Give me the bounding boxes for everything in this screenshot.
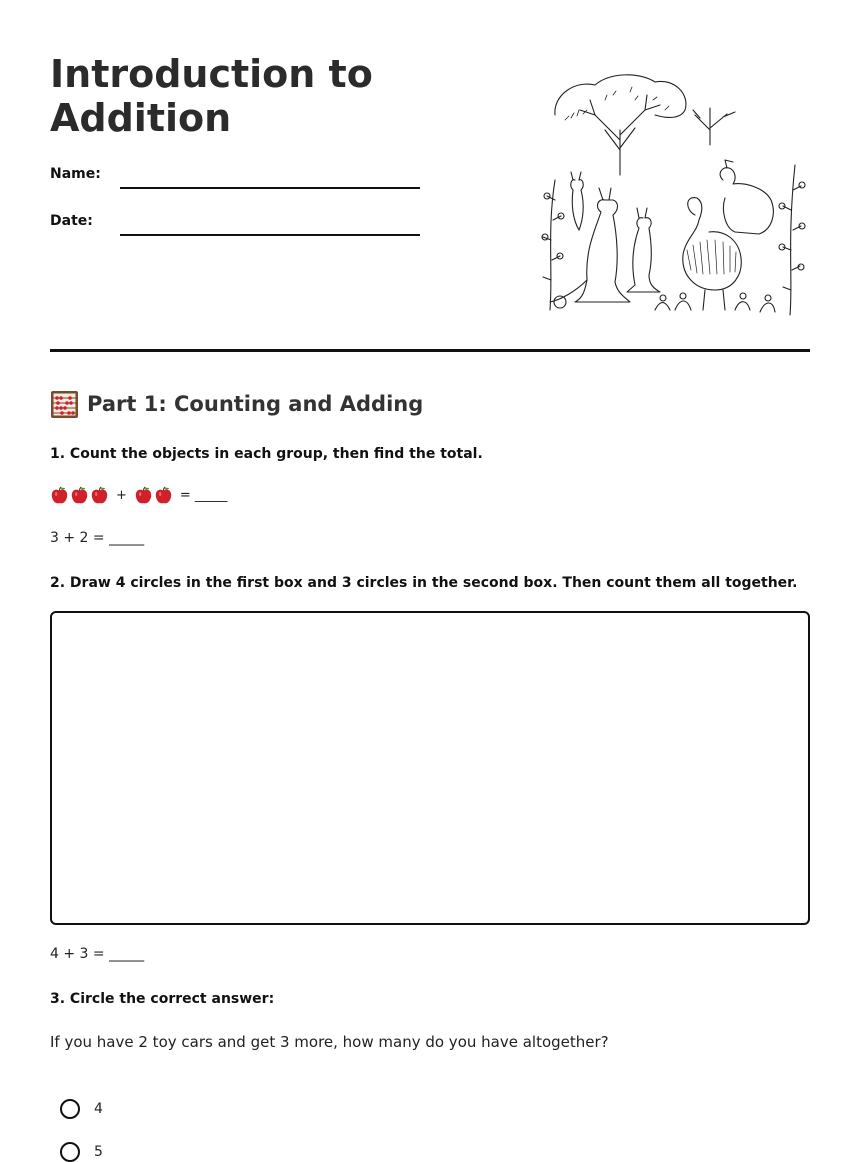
- answer-option[interactable]: [60, 1142, 103, 1162]
- red-apple-icon: [50, 486, 69, 505]
- date-field[interactable]: [120, 234, 420, 236]
- radio-button[interactable]: [60, 1099, 80, 1119]
- drawing-box[interactable]: [50, 611, 810, 925]
- equals-blank: = _____: [179, 488, 228, 503]
- red-apple-icon: [70, 486, 89, 505]
- page-title: Introduction to Addition: [50, 52, 373, 140]
- question-2-equation: 4 + 3 = _____: [50, 946, 145, 962]
- plus-sign: +: [116, 488, 127, 503]
- section-heading: [50, 388, 423, 420]
- question-3-text: If you have 2 toy cars and get 3 more, how many do you have altogether?: [50, 1033, 609, 1051]
- question-1-equation: 3 + 2 = _____: [50, 530, 145, 546]
- name-label: Name:: [50, 166, 101, 182]
- name-field[interactable]: [120, 187, 420, 189]
- question-3-title: 3. Circle the correct answer:: [50, 991, 275, 1007]
- question-2-title: 2. Draw 4 circles in the first box and 3 circles in the second box. Then count them all together.: [50, 575, 798, 591]
- red-apple-icon: [134, 486, 153, 505]
- abacus-icon: [50, 390, 79, 419]
- apple-group-a: [50, 486, 110, 505]
- radio-button[interactable]: [60, 1142, 80, 1162]
- section-heading-text: Part 1: Counting and Adding: [87, 392, 424, 416]
- question-1-title: 1. Count the objects in each group, then find the total.: [50, 446, 483, 462]
- answer-option[interactable]: [60, 1099, 103, 1119]
- red-apple-icon: [90, 486, 109, 505]
- header-divider: [50, 349, 810, 352]
- apple-group-b: [134, 486, 174, 505]
- apple-equation: [50, 486, 234, 505]
- answer-option-label: 5: [94, 1144, 103, 1160]
- australian-animals-illustration: [535, 70, 810, 320]
- red-apple-icon: [154, 486, 173, 505]
- answer-option-label: 4: [94, 1101, 103, 1117]
- date-label: Date:: [50, 213, 93, 229]
